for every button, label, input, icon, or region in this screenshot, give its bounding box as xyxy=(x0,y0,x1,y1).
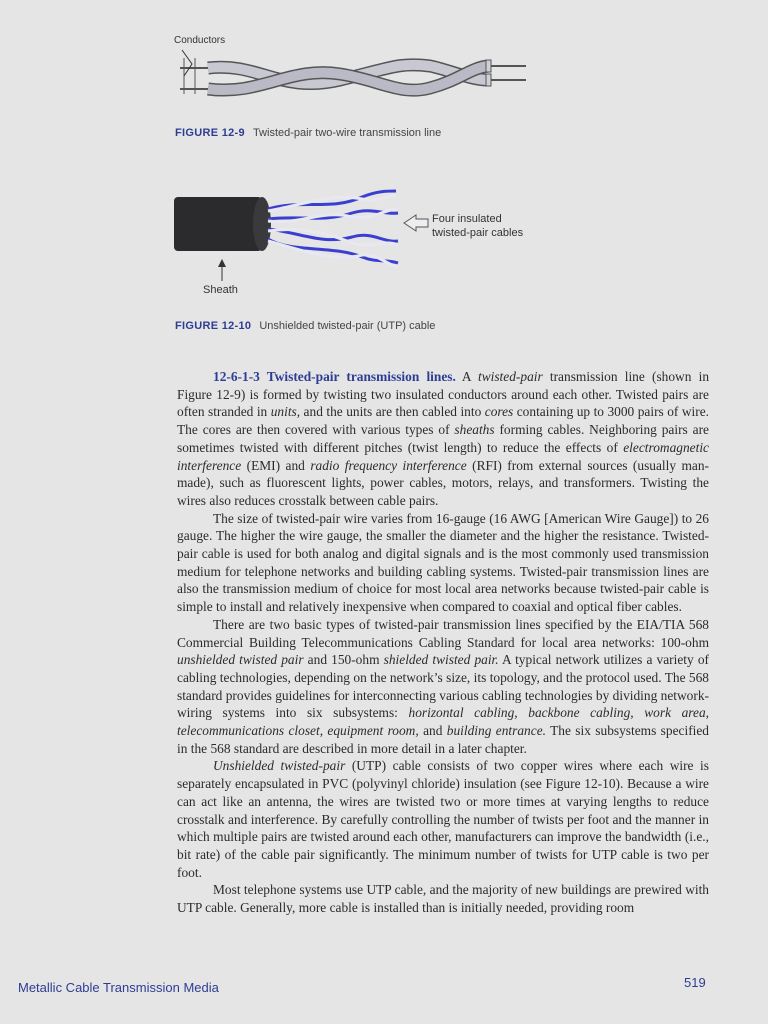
page-number: 519 xyxy=(684,975,706,990)
paragraph-2: The size of twisted-pair wire varies from 16-gauge (16 AWG [American Wire Gauge]) to 26 gauge. The higher the wire gauge, the smaller the diameter and the higher the resistance. Twisted-pair cable is used for both analog and digital signals and is the most commonly used transmission medium for telephone networks and building cabling systems. Twisted-pair transmission lines are also the transmission medium of choice for most local area networks because twisted-pair cable is simple to install and relatively inexpensive when compared to coaxial and optical fiber cables. xyxy=(177,510,709,615)
running-footer-title: Metallic Cable Transmission Media xyxy=(18,980,219,995)
emphasis: horizontal cabling, backbone cabling, work area, telecommunications closet, equipment room, xyxy=(177,705,710,739)
figure-12-9-caption xyxy=(175,127,441,139)
text-run: transmission line (shown in Figure 12-9) is formed by twisting two insulated conductors around each other. Twisted pairs are often stranded in xyxy=(177,369,710,420)
callout-line-1: Four insulated xyxy=(432,213,502,225)
caption-text: Twisted-pair two-wire transmission line xyxy=(252,127,442,139)
utp-cable-diagram xyxy=(172,183,432,283)
caption-text: Unshielded twisted-pair (UTP) cable xyxy=(259,320,436,332)
body-text xyxy=(177,368,709,917)
pairs-callout xyxy=(432,212,523,240)
sheath-label: Sheath xyxy=(203,284,238,296)
text-run: forming cables. Neighboring pairs are sometimes twisted with different pitches (twist length) to reduce the effects of xyxy=(177,422,709,455)
conductors-label: Conductors xyxy=(174,35,226,46)
figure-number: FIGURE 12-9 xyxy=(175,127,245,139)
text-run: (UTP) cable consists of two copper wires where each wire is separately encapsulated in PVC (polyvinyl chloride) insulation (see Figure 12-10). Because a wire can act like an antenna, the wires are twisted two or more times at varying lengths to reduce crosstalk and interference. By carefully controlling the number of twists per foot and the manner in which multiple pairs are twisted around each other, manufacturers can improve the bandwidth (i.e., bit rate) of the cable pair significantly. The minimum number of twists for UTP cable is two per foot. xyxy=(177,758,709,880)
text-run: The six subsystems specified in the 568 standard are described in more detail in a later chapter. xyxy=(177,723,710,756)
text-run: and 150-ohm xyxy=(303,652,384,668)
figure-12-10-caption xyxy=(175,320,435,332)
text-run: A typical network utilizes a variety of cabling technologies, depending on the network’s size, its topology, and the protocol used. The 568 standard provides guidelines for interconnecting various cabling technologies by dividing network-wiring systems into six subsystems: xyxy=(177,652,709,721)
paragraph-1 xyxy=(177,368,709,510)
paragraph-5: Most telephone systems use UTP cable, and the majority of new buildings are prewired with UTP cable. Generally, more cable is installed than is initially needed, providing room xyxy=(177,882,709,916)
figure-number: FIGURE 12-10 xyxy=(175,320,252,332)
text-run: (EMI) and xyxy=(241,457,311,473)
emphasis: shielded twisted pair. xyxy=(383,652,499,668)
emphasis: twisted-pair xyxy=(477,369,543,384)
paragraph-4 xyxy=(177,757,709,881)
emphasis: unshielded twisted pair xyxy=(177,652,304,668)
text-run: There are two basic types of twisted-pair transmission lines specified by the EIA/TIA 568 Commercial Building Telecommunications Cabling Standard for local area networks: 100-ohm xyxy=(177,616,709,650)
text-run: (RFI) from external sources (usually man-made), such as fluorescent lights, power cables, motors, relays, and transformers. Twisting the wires also reduces crosstalk between cable pairs. xyxy=(177,457,710,508)
text-run: and xyxy=(418,723,447,739)
emphasis: sheaths xyxy=(454,422,495,438)
callout-line-2: twisted-pair cables xyxy=(432,227,524,239)
text-run: containing up to 3000 pairs of wire. The cores are then covered with various types of xyxy=(177,404,709,438)
emphasis: cores xyxy=(484,404,514,420)
emphasis: units, xyxy=(270,404,301,420)
emphasis: electromagnetic interference xyxy=(177,439,709,473)
text-run: and the units are then cabled into xyxy=(300,404,485,420)
emphasis: radio frequency interference xyxy=(310,457,467,473)
emphasis: Unshielded twisted-pair xyxy=(213,758,346,774)
section-heading: 12-6-1-3 Twisted-pair transmission lines. xyxy=(213,369,456,384)
text-run: A xyxy=(461,369,478,384)
paragraph-3 xyxy=(177,616,709,758)
twisted-pair-two-wire-diagram xyxy=(170,44,530,106)
emphasis: building entrance. xyxy=(446,723,546,739)
